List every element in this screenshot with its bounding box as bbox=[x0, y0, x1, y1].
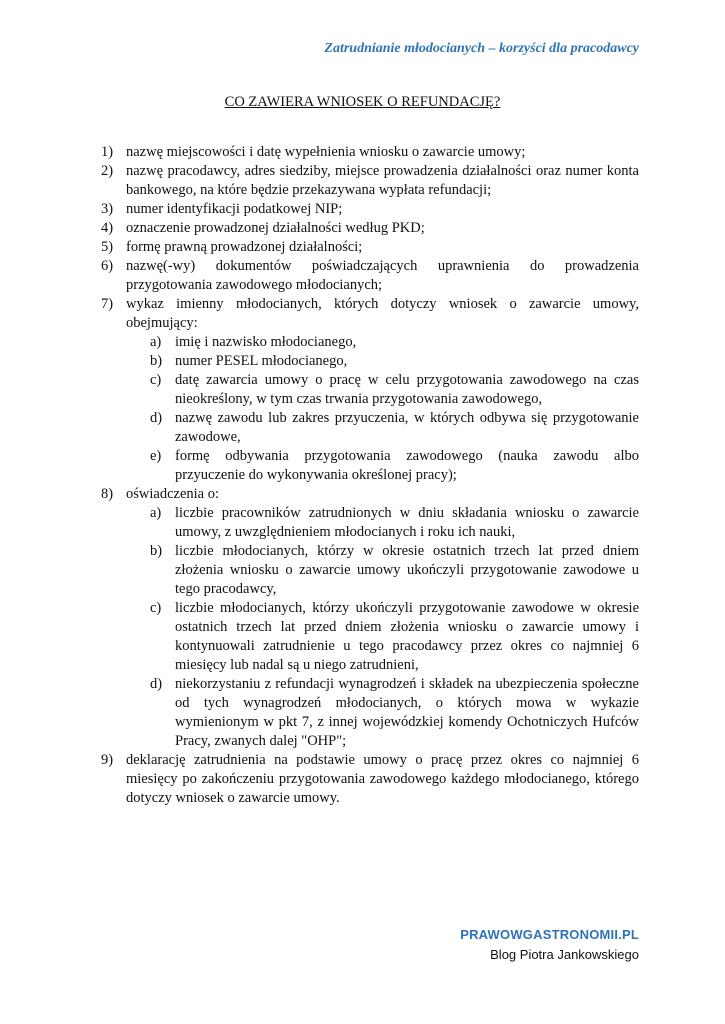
sub-list-item bbox=[150, 504, 639, 542]
sub-item-letter: d) bbox=[150, 676, 163, 692]
item-number: 1) bbox=[101, 144, 114, 160]
sub-item-text: liczbie młodocianych, którzy w okresie ostatnich trzech lat przed dniem złożenia wniosku o zawarcie umowy ukończyli przygotowanie zawodowe u tego pracodawcy, bbox=[175, 543, 639, 597]
item-text: deklarację zatrudnienia na podstawie umowy o pracę przez okres co najmniej 6 miesięcy po zakończeniu przygotowania zawodowego każdego młodocianego, którego dotyczy wniosek o zawarcie umowy. bbox=[126, 752, 639, 806]
item-text: nazwę miejscowości i datę wypełnienia wniosku o zawarcie umowy; bbox=[126, 144, 526, 160]
item-text: nazwę pracodawcy, adres siedziby, miejsce prowadzenia działalności oraz numer konta bankowego, na które będzie przekazywana wypłata refundacji; bbox=[126, 163, 639, 198]
list-item bbox=[101, 238, 639, 257]
sub-item-letter: b) bbox=[150, 543, 163, 559]
list-item bbox=[101, 485, 639, 504]
item-text: formę prawną prowadzonej działalności; bbox=[126, 239, 363, 255]
footer-blog-name: Blog Piotra Jankowskiego bbox=[490, 947, 639, 962]
document-title: CO ZAWIERA WNIOSEK O REFUNDACJĘ? bbox=[224, 94, 501, 110]
sub-item-letter: d) bbox=[150, 410, 163, 426]
list-item bbox=[101, 219, 639, 238]
sub-list-item bbox=[150, 352, 639, 371]
item-number: 7) bbox=[101, 296, 114, 312]
sub-list-item bbox=[150, 675, 639, 751]
item-text: wykaz imienny młodocianych, których dotyczy wniosek o zawarcie umowy, obejmujący: bbox=[126, 296, 639, 331]
item-number: 9) bbox=[101, 752, 114, 768]
item-number: 8) bbox=[101, 486, 114, 502]
sub-item-letter: e) bbox=[150, 448, 162, 464]
sub-item-letter: c) bbox=[150, 600, 162, 616]
list-item bbox=[101, 257, 639, 295]
sub-list-item bbox=[150, 371, 639, 409]
item-text: nazwę(-wy) dokumentów poświadczających uprawnienia do prowadzenia przygotowania zawodowego młodocianych; bbox=[126, 258, 639, 293]
sub-list-item bbox=[150, 447, 639, 485]
list-item bbox=[101, 200, 639, 219]
list-item bbox=[101, 143, 639, 162]
sub-item-letter: c) bbox=[150, 372, 162, 388]
item-number: 2) bbox=[101, 163, 114, 179]
list-item bbox=[101, 751, 639, 808]
sub-list-item bbox=[150, 333, 639, 352]
sub-item-letter: b) bbox=[150, 353, 163, 369]
sub-item-text: formę odbywania przygotowania zawodowego (nauka zawodu albo przyuczenie do wykonywania określonej pracy); bbox=[175, 448, 639, 483]
sub-list-item bbox=[150, 599, 639, 675]
sub-item-letter: a) bbox=[150, 505, 162, 521]
sub-list-item bbox=[150, 409, 639, 447]
sub-list-item bbox=[150, 542, 639, 599]
item-number: 5) bbox=[101, 239, 114, 255]
sub-item-text: imię i nazwisko młodocianego, bbox=[175, 334, 357, 350]
list-item bbox=[101, 162, 639, 200]
sub-item-letter: a) bbox=[150, 334, 162, 350]
item-number: 6) bbox=[101, 258, 114, 274]
item-text: oświadczenia o: bbox=[126, 486, 220, 502]
item-text: oznaczenie prowadzonej działalności według PKD; bbox=[126, 220, 425, 236]
sub-item-text: datę zawarcia umowy o pracę w celu przygotowania zawodowego na czas nieokreślony, w tym czas trwania przygotowania zawodowego, bbox=[175, 372, 639, 407]
item-text: numer identyfikacji podatkowej NIP; bbox=[126, 201, 343, 217]
sub-item-text: niekorzystaniu z refundacji wynagrodzeń i składek na ubezpieczenia społeczne od tych wynagrodzeń młodocianych, o których mowa w wykazie wymienionym w pkt 7, z innej wojewódzkiej komendy Ochotniczych Hufców Pracy, zwanych dalej "OHP"; bbox=[175, 676, 639, 749]
list-item bbox=[101, 295, 639, 333]
item-number: 4) bbox=[101, 220, 114, 236]
page-header: Zatrudnianie młodocianych – korzyści dla pracodawcy bbox=[324, 41, 639, 56]
footer-site-link[interactable]: PRAWOWGASTRONOMII.PL bbox=[460, 927, 639, 942]
sub-item-text: liczbie pracowników zatrudnionych w dniu składania wniosku o zawarcie umowy, z uwzględnieniem młodocianych i roku ich nauki, bbox=[175, 505, 639, 540]
sub-item-text: liczbie młodocianych, którzy ukończyli przygotowanie zawodowe w okresie ostatnich trzech lat przed dniem złożenia wniosku o zawarcie umowy i kontynuowali zatrudnienie u tego pracodawcy przez okres co najmniej 6 miesięcy lub nadal są u niego zatrudnieni, bbox=[175, 600, 639, 673]
item-number: 3) bbox=[101, 201, 114, 217]
requirements-list bbox=[101, 143, 639, 808]
sub-item-text: nazwę zawodu lub zakres przyuczenia, w których odbywa się przygotowanie zawodowe, bbox=[175, 410, 639, 445]
sub-item-text: numer PESEL młodocianego, bbox=[175, 353, 348, 369]
